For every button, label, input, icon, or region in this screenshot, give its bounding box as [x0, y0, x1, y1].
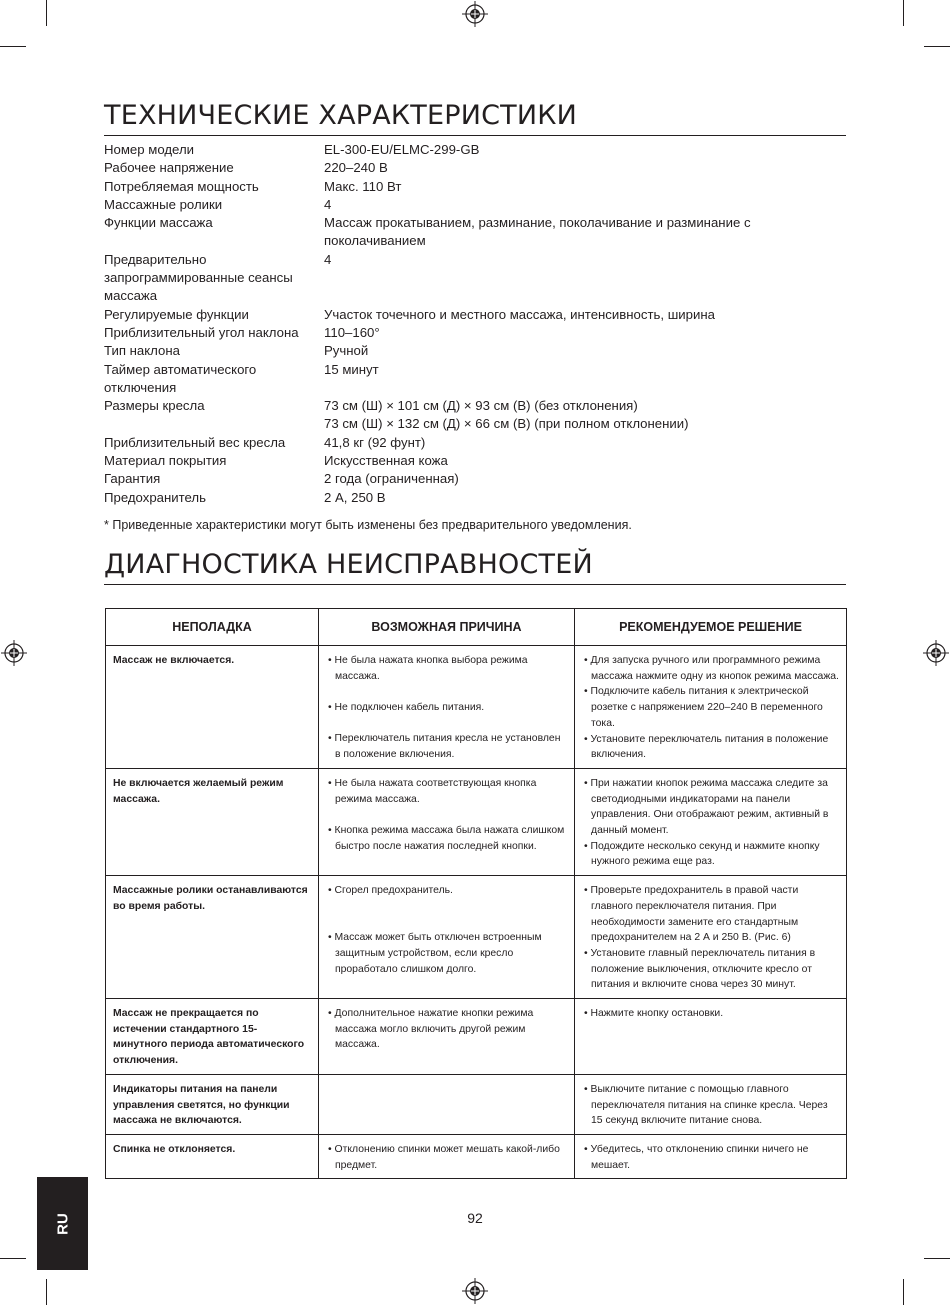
solution-item: • Подключите кабель питания к электрической розетке с напряжением 220–240 В переменного тока.: [584, 686, 823, 729]
spec-value: Ручной: [324, 343, 369, 359]
registration-mark-icon: [1, 640, 27, 666]
cause-item: • Кнопка режима массажа была нажата слишком быстро после нажатия последней кнопки.: [328, 825, 565, 852]
cause-item: • Переключатель питания кресла не установлен в положение включения.: [328, 733, 561, 761]
spec-label: Гарантия: [104, 471, 161, 487]
spec-row: [104, 470, 846, 488]
spec-row: [104, 324, 846, 342]
solution-item: • Для запуска ручного или программного режима массажа нажмите одну из кнопок режима массажа.: [584, 655, 839, 682]
solution-cell: [575, 876, 847, 999]
column-header: РЕКОМЕНДУЕМОЕ РЕШЕНИЕ: [575, 609, 847, 646]
spec-value: 4: [324, 196, 332, 212]
spec-value: 73 см (Ш) × 101 см (Д) × 93 см (В) (без отклонения): [324, 398, 638, 414]
solution-item: • Установите переключатель питания в положение включения.: [584, 733, 829, 761]
crop-mark: [903, 0, 904, 26]
solution-item: • При нажатии кнопок режима массажа следите за светодиодными индикаторами на панели управления. Они отображают режим, активный в данный момент.: [584, 777, 829, 837]
spec-row: [104, 214, 846, 251]
cause-cell: [319, 999, 575, 1075]
spec-value: Массаж прокатыванием, разминание, поколачивание и разминание с поколачиванием: [324, 215, 751, 249]
specs-table: [104, 141, 846, 507]
solution-cell: [575, 999, 847, 1075]
problem-cell: Спинка не отклоняется.: [106, 1134, 319, 1178]
table-row: [106, 999, 847, 1075]
spec-row: [104, 489, 846, 507]
spec-label: Приблизительный угол наклона: [104, 324, 299, 340]
cause-cell: [319, 768, 575, 875]
spec-value: EL-300-EU/ELMC-299-GB: [324, 142, 480, 157]
language-tab-label: RU: [54, 1212, 71, 1235]
cause-cell: [319, 1134, 575, 1178]
spec-label: Материал покрытия: [104, 453, 227, 469]
spacer: [326, 807, 567, 823]
spacer: [326, 684, 567, 700]
page-number: 92: [467, 1210, 483, 1226]
spec-label: Массажные ролики: [104, 196, 223, 212]
solution-item: • Убедитесь, что отклонению спинки ничего не мешает.: [584, 1143, 809, 1171]
solution-cell: [575, 1134, 847, 1178]
crop-mark: [924, 1258, 950, 1259]
spec-value: 220–240 В: [324, 160, 388, 176]
solution-item: • Проверьте предохранитель в правой части главного переключателя питания. При необходимости замените его стандартным предохранителем на 2 А и 250 В. (Рис. 6): [584, 885, 799, 944]
table-header-row: [106, 609, 847, 646]
problem-cell: Не включается желаемый режим массажа.: [106, 768, 319, 875]
cause-cell: [319, 1074, 575, 1134]
title-rule: [104, 135, 846, 136]
spec-row: [104, 141, 846, 159]
cause-item: • Сгорел предохранитель.: [328, 885, 453, 897]
crop-mark: [0, 46, 26, 47]
spec-label: Тип наклона: [104, 343, 180, 359]
problem-cell: Массаж не прекращается по истечении стандартного 15-минутного периода автоматического отключения.: [106, 999, 319, 1075]
spec-label: Номер модели: [104, 142, 195, 157]
solution-cell: [575, 768, 847, 875]
spec-value: 15 минут: [324, 361, 379, 377]
cause-item: • Дополнительное нажатие кнопки режима массажа могло включить другой режим массажа.: [328, 1008, 534, 1051]
cause-item: • Не подключен кабель питания.: [328, 702, 485, 714]
spec-value: 2 года (ограниченная): [324, 471, 459, 487]
spec-label: Предварительно запрограммированные сеансы массажа: [104, 251, 293, 304]
spec-label: Потребляемая мощность: [104, 178, 259, 194]
spec-label: Функции массажа: [104, 215, 213, 231]
spec-row: [104, 178, 846, 196]
spec-row: [104, 159, 846, 177]
solution-item: • Выключите питание с помощью главного переключателя питания на спинке кресла. Через 15 секунд включите питание снова.: [584, 1083, 828, 1127]
title-rule: [104, 584, 846, 585]
cause-cell: [319, 876, 575, 999]
solution-cell: [575, 646, 847, 769]
registration-mark-icon: [462, 1278, 488, 1304]
cause-item: • Не была нажата кнопка выбора режима массажа.: [328, 655, 528, 682]
crop-mark: [46, 1279, 47, 1305]
specs-note: * Приведенные характеристики могут быть изменены без предварительного уведомления.: [104, 518, 632, 532]
spec-row: [104, 342, 846, 360]
spec-label: Размеры кресла: [104, 398, 205, 414]
troubleshooting-table: [105, 608, 847, 1179]
spec-value: 41,8 кг (92 фунт): [324, 434, 426, 450]
cause-cell: [319, 646, 575, 769]
spacer: [326, 899, 567, 915]
cause-item: • Массаж может быть отключен встроенным защитным устройством, если кресло проработало слишком долго.: [328, 932, 542, 975]
solution-item: • Подождите несколько секунд и нажмите кнопку нужного режима еще раз.: [584, 840, 820, 868]
spec-label: Рабочее напряжение: [104, 160, 234, 176]
spec-label: [104, 415, 324, 433]
problem-cell: Индикаторы питания на панели управления светятся, но функции массажа не включаются.: [106, 1074, 319, 1134]
registration-mark-icon: [923, 640, 949, 666]
problem-cell: Массаж не включается.: [106, 646, 319, 769]
column-header: ВОЗМОЖНАЯ ПРИЧИНА: [319, 609, 575, 646]
cause-item: • Не была нажата соответствующая кнопка режима массажа.: [328, 777, 537, 805]
spec-label: Предохранитель: [104, 489, 207, 505]
spec-row: [104, 361, 846, 398]
spec-row: [104, 196, 846, 214]
solution-item: • Нажмите кнопку остановки.: [584, 1008, 724, 1020]
crop-mark: [0, 1258, 26, 1259]
crop-mark: [924, 46, 950, 47]
crop-mark: [903, 1279, 904, 1305]
spec-label: Приблизительный вес кресла: [104, 434, 286, 450]
spec-row: [104, 251, 846, 306]
spec-label: Регулируемые функции: [104, 306, 249, 322]
spec-value: 110–160°: [324, 324, 380, 340]
problem-cell: Массажные ролики останавливаются во время работы.: [106, 876, 319, 999]
spacer: [326, 716, 567, 732]
spec-label: Таймер автоматического отключения: [104, 361, 257, 395]
spacer: [326, 915, 567, 931]
table-row: [106, 1074, 847, 1134]
spec-row: [104, 434, 846, 452]
spec-row: [104, 452, 846, 470]
spec-value: 73 см (Ш) × 132 см (Д) × 66 см (В) (при полном отклонении): [324, 416, 689, 432]
troubleshooting-title: ДИАГНОСТИКА НЕИСПРАВНОСТЕЙ: [104, 549, 593, 580]
crop-mark: [46, 0, 47, 26]
spec-value: 4: [324, 251, 332, 267]
spec-value: Искусственная кожа: [324, 453, 448, 469]
spec-row: [104, 306, 846, 324]
spec-value: 2 А, 250 В: [324, 489, 386, 505]
column-header: НЕПОЛАДКА: [106, 609, 319, 646]
language-tab: [37, 1177, 88, 1270]
solution-cell: [575, 1074, 847, 1134]
table-row: [106, 1134, 847, 1178]
table-row: [106, 876, 847, 999]
spec-value: Макс. 110 Вт: [324, 178, 402, 194]
spec-value: Участок точечного и местного массажа, интенсивность, ширина: [324, 306, 715, 322]
solution-item: • Установите главный переключатель питания в положение выключения, отключите кресло от питания и включите снова через 30 минут.: [584, 947, 816, 991]
specs-title: ТЕХНИЧЕСКИЕ ХАРАКТЕРИСТИКИ: [104, 100, 578, 131]
spec-row: [104, 415, 846, 433]
spec-row: [104, 397, 846, 415]
cause-item: • Отклонению спинки может мешать какой-либо предмет.: [328, 1143, 560, 1171]
table-row: [106, 646, 847, 769]
table-row: [106, 768, 847, 875]
registration-mark-icon: [462, 1, 488, 27]
